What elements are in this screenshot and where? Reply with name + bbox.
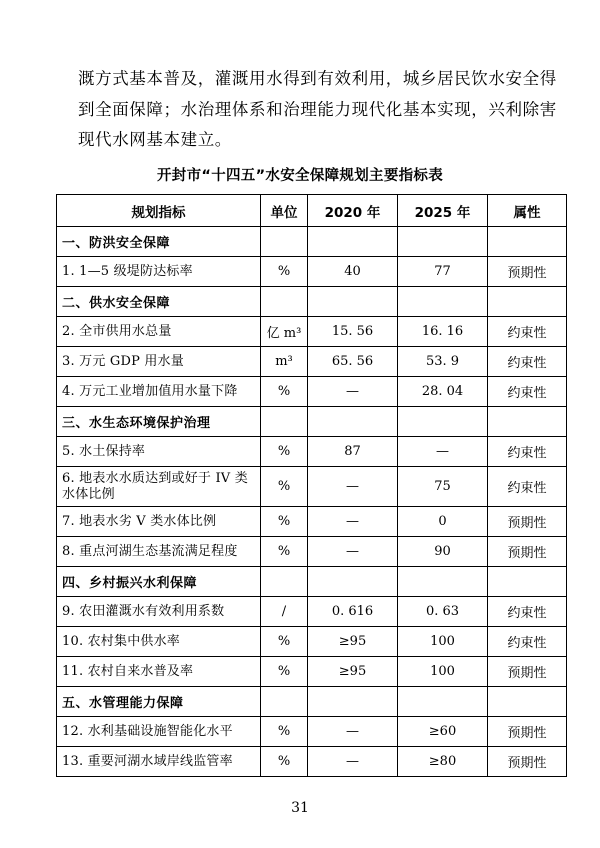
value-2020-cell: — [308, 467, 398, 507]
section-empty-cell [398, 287, 488, 317]
section-empty-cell [261, 407, 308, 437]
unit-cell: % [261, 537, 308, 567]
section-empty-cell [308, 407, 398, 437]
section-empty-cell [308, 687, 398, 717]
attribute-cell: 预期性 [488, 717, 567, 747]
unit-cell: % [261, 467, 308, 507]
section-empty-cell [398, 687, 488, 717]
section-row [57, 407, 567, 437]
value-2020-cell: 87 [308, 437, 398, 467]
value-2025-cell: 77 [398, 257, 488, 287]
table-caption: 开封市“十四五”水安全保障规划主要指标表 [156, 168, 444, 184]
table-row [57, 437, 567, 467]
value-2020-cell: — [308, 537, 398, 567]
indicator-name-cell: 3. 万元 GDP 用水量 [57, 347, 261, 377]
indicator-name-cell: 6. 地表水水质达到或好于 IV 类水体比例 [57, 467, 261, 507]
indicator-name-cell: 13. 重要河湖水域岸线监管率 [57, 747, 261, 777]
value-2025-cell: ≥80 [398, 747, 488, 777]
header-2025: 2025 年 [398, 195, 488, 227]
value-2025-cell: 16. 16 [398, 317, 488, 347]
value-2020-cell: 65. 56 [308, 347, 398, 377]
section-empty-cell [488, 567, 567, 597]
value-2020-cell: — [308, 717, 398, 747]
section-empty-cell [488, 287, 567, 317]
value-2020-cell: 40 [308, 257, 398, 287]
section-empty-cell [488, 407, 567, 437]
section-empty-cell [261, 687, 308, 717]
table-row [57, 747, 567, 777]
header-2020: 2020 年 [308, 195, 398, 227]
table-row [57, 657, 567, 687]
value-2025-cell: ≥60 [398, 717, 488, 747]
paragraph-line: 到全面保障；水治理体系和治理能力现代化基本实现，兴利除害 [78, 99, 557, 119]
table-row [57, 537, 567, 567]
attribute-cell: 预期性 [488, 747, 567, 777]
value-2020-cell: ≥95 [308, 627, 398, 657]
unit-cell: % [261, 747, 308, 777]
section-row [57, 687, 567, 717]
unit-cell: % [261, 437, 308, 467]
section-empty-cell [308, 287, 398, 317]
indicator-name-cell: 12. 水利基础设施智能化水平 [57, 717, 261, 747]
body-paragraph [78, 64, 557, 156]
indicator-name-cell: 11. 农村自来水普及率 [57, 657, 261, 687]
attribute-cell: 预期性 [488, 257, 567, 287]
table-row [57, 347, 567, 377]
attribute-cell: 约束性 [488, 347, 567, 377]
value-2020-cell: — [308, 747, 398, 777]
section-empty-cell [261, 287, 308, 317]
table-row [57, 717, 567, 747]
section-empty-cell [261, 227, 308, 257]
value-2025-cell: 28. 04 [398, 377, 488, 407]
table-row [57, 377, 567, 407]
section-empty-cell [308, 227, 398, 257]
value-2025-cell: — [398, 437, 488, 467]
paragraph-line: 溉方式基本普及，灌溉用水得到有效利用，城乡居民饮水安全得 [78, 69, 557, 88]
table-row [57, 597, 567, 627]
value-2025-cell: 0. 63 [398, 597, 488, 627]
table-row [57, 257, 567, 287]
indicator-name-cell: 8. 重点河湖生态基流满足程度 [57, 537, 261, 567]
table-row [57, 467, 567, 507]
value-2020-cell: 15. 56 [308, 317, 398, 347]
section-title: 五、水管理能力保障 [57, 687, 261, 717]
unit-cell: % [261, 657, 308, 687]
table-row [57, 507, 567, 537]
indicator-name-cell: 7. 地表水劣 V 类水体比例 [57, 507, 261, 537]
unit-cell: % [261, 627, 308, 657]
attribute-cell: 约束性 [488, 317, 567, 347]
indicator-table [56, 194, 567, 777]
unit-cell: m³ [261, 347, 308, 377]
section-empty-cell [488, 687, 567, 717]
value-2020-cell: 0. 616 [308, 597, 398, 627]
table-row [57, 627, 567, 657]
value-2025-cell: 0 [398, 507, 488, 537]
section-row [57, 567, 567, 597]
value-2025-cell: 100 [398, 627, 488, 657]
attribute-cell: 约束性 [488, 597, 567, 627]
section-empty-cell [398, 407, 488, 437]
value-2020-cell: — [308, 377, 398, 407]
unit-cell: % [261, 717, 308, 747]
value-2025-cell: 90 [398, 537, 488, 567]
section-row [57, 227, 567, 257]
header-indicator: 规划指标 [57, 195, 261, 227]
unit-cell: % [261, 377, 308, 407]
indicator-name-cell: 4. 万元工业增加值用水量下降 [57, 377, 261, 407]
table-header-row [57, 195, 567, 227]
attribute-cell: 约束性 [488, 437, 567, 467]
attribute-cell: 约束性 [488, 377, 567, 407]
unit-cell: % [261, 257, 308, 287]
value-2025-cell: 100 [398, 657, 488, 687]
section-title: 二、供水安全保障 [57, 287, 261, 317]
section-row [57, 287, 567, 317]
attribute-cell: 约束性 [488, 627, 567, 657]
section-empty-cell [488, 227, 567, 257]
attribute-cell: 预期性 [488, 657, 567, 687]
section-empty-cell [398, 227, 488, 257]
attribute-cell: 预期性 [488, 507, 567, 537]
indicator-name-cell: 2. 全市供用水总量 [57, 317, 261, 347]
value-2020-cell: ≥95 [308, 657, 398, 687]
section-empty-cell [261, 567, 308, 597]
indicator-name-cell: 9. 农田灌溉水有效利用系数 [57, 597, 261, 627]
section-empty-cell [398, 567, 488, 597]
attribute-cell: 预期性 [488, 537, 567, 567]
header-attribute: 属性 [488, 195, 567, 227]
page-number: 31 [291, 800, 309, 816]
indicator-name-cell: 5. 水土保持率 [57, 437, 261, 467]
section-empty-cell [308, 567, 398, 597]
header-unit: 单位 [261, 195, 308, 227]
section-title: 四、乡村振兴水利保障 [57, 567, 261, 597]
value-2025-cell: 53. 9 [398, 347, 488, 377]
section-title: 三、水生态环境保护治理 [57, 407, 261, 437]
attribute-cell: 约束性 [488, 467, 567, 507]
unit-cell: % [261, 507, 308, 537]
table-row [57, 317, 567, 347]
paragraph-line: 现代水网基本建立。 [78, 130, 232, 149]
unit-cell: / [261, 597, 308, 627]
unit-cell: 亿 m³ [261, 317, 308, 347]
value-2025-cell: 75 [398, 467, 488, 507]
section-title: 一、防洪安全保障 [57, 227, 261, 257]
value-2020-cell: — [308, 507, 398, 537]
table-body [57, 227, 567, 777]
indicator-name-cell: 1. 1—5 级堤防达标率 [57, 257, 261, 287]
indicator-name-cell: 10. 农村集中供水率 [57, 627, 261, 657]
